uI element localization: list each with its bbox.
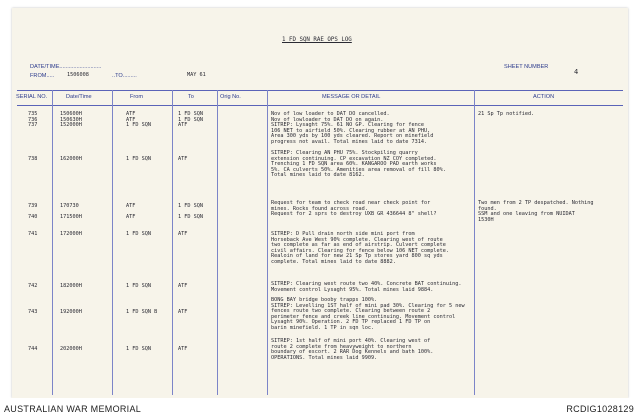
detail-cell: Request for team to check road near check point for mines. Rocks found across road. Request for 2 sprs to destroy UXB GR 436644 8" shell?	[271, 200, 437, 217]
header-top-rule	[17, 90, 623, 91]
detail-cell: SITREP: Clearing west route two 40%. Concrete BAT continuing. Movement control Lysaght 95%. Total mines laid 9884.	[271, 281, 462, 293]
archive-footer	[0, 398, 640, 420]
from-cell: 1 FD SQN	[126, 283, 151, 289]
date-time-label: DATE/TIME...........................	[30, 64, 102, 70]
to-cell: ATF	[178, 283, 188, 289]
from-cell: 1 FD SQN B	[126, 309, 158, 315]
datetime-cell: 162000H	[60, 156, 82, 162]
col-header-from: From	[130, 94, 144, 100]
log-sheet	[12, 8, 628, 398]
sheet-number: 4	[574, 68, 579, 76]
datetime-cell: 170730 171500H	[60, 203, 82, 220]
col-divider	[474, 90, 475, 395]
serial-cell: 743	[28, 309, 38, 315]
col-divider	[267, 90, 268, 395]
archive-reference: RCDIG1028129	[566, 404, 634, 414]
col-header-message: MESSAGE OR DETAIL	[322, 94, 381, 100]
col-header-orig-no: Orig No.	[220, 94, 241, 100]
header-bottom-rule	[17, 105, 623, 106]
serial-cell: 735 736 737	[28, 111, 38, 128]
col-header-serial: SERIAL NO.	[16, 94, 48, 100]
to-label: ..TO.........	[112, 73, 137, 79]
detail-cell: SITREP: 1st half of mini port 40%. Clearing west of route 2 complete from heavyweight to northern boundary of escort. 2 RAR Dog Kennels and bath 100%. OPERATIONS. Total mines laid 9909.	[271, 338, 434, 361]
col-divider	[112, 90, 113, 395]
from-cell: 1 FD SQN	[126, 231, 151, 237]
detail-cell: BONG BAY bridge booby trapps 100%. SITREP: Levelling 1ST half of mini pad 30%. Clearing for 5 new fences route two complete. Clearing between route 2 perimeter fence and creek line continuing. Movement control Lysaght 90%. Operation. 2 FD TP replaced 1 FD TP on barin minefield. 1 TP in sqn loc.	[271, 297, 465, 331]
from-label: FROM.....	[30, 73, 55, 79]
from-cell: ATF ATF 1 FD SQN	[126, 111, 151, 128]
to-cell: 1 FD SQN 1 FD SQN	[178, 203, 203, 220]
detail-cell: SITREP: D Pull drain north side mini port from Horseback Ave West 90% complete. Clearing west of route two complete as far as end of airstrip. Culvert complete civil affairs. Clearing for fence below 106 NET complete. Realoin of land for new 21 Sp Tp stores yard 800 sq yds complete. Total mines laid to date 8882.	[271, 231, 450, 265]
col-divider	[52, 90, 53, 395]
action-cell: 21 Sp Tp notified.	[478, 111, 535, 117]
col-header-action: ACTION	[533, 94, 555, 100]
serial-cell: 741	[28, 231, 38, 237]
datetime-cell: 182000H	[60, 283, 82, 289]
detail-cell: Nov of low loader to DAT DO cancelled. Nov of lowloader to DAT DO on again. SITREP: Lysaght 75%. 61 NO GP. Clearing for fence 106 NET to airfield 50%. Clearing rubber at AN PHU, Area 300 yds by 100 yds cleared. Report on minefield progress not avail. Total mines laid to date 7314.	[271, 111, 434, 145]
from-value: 1506008	[67, 72, 89, 78]
col-divider	[217, 90, 218, 395]
serial-cell: 738	[28, 156, 38, 162]
serial-cell: 739 740	[28, 203, 38, 220]
serial-cell: 742	[28, 283, 38, 289]
col-header-to: To	[188, 94, 194, 100]
from-cell: ATF ATF	[126, 203, 136, 220]
archive-credit: AUSTRALIAN WAR MEMORIAL	[4, 404, 142, 414]
detail-cell: SITREP: Clearing AN PHU 75%. Stockpiling quarry extension continuing. CP excavation NZ COY completed. Trenching 1 FD SQN area 60%. KANGAROO PAD earth works 5%. CA culverts 50%. Amenities area removal of fill 80%. Total mines laid to date 8162.	[271, 150, 446, 178]
log-title: 1 FD SQN RAE OPS LOG	[282, 37, 352, 43]
datetime-cell: 172000H	[60, 231, 82, 237]
to-cell: ATF	[178, 156, 188, 162]
to-cell: 1 FD SQN 1 FD SQN ATF	[178, 111, 203, 128]
datetime-cell: 202000H	[60, 346, 82, 352]
from-cell: 1 FD SQN	[126, 346, 151, 352]
datetime-cell: 192000H	[60, 309, 82, 315]
datetime-cell: 150600H 150630H 152000H	[60, 111, 82, 128]
to-cell: ATF	[178, 231, 188, 237]
from-cell: 1 FD SQN	[126, 156, 151, 162]
action-cell: Two men from 2 TP despatched. Nothing found. SSM and one leaving from NUIDAT 1530H	[478, 200, 594, 223]
serial-cell: 744	[28, 346, 38, 352]
col-header-datetime: Date/Time	[66, 94, 92, 100]
to-value: MAY 61	[187, 72, 206, 78]
to-cell: ATF	[178, 309, 188, 315]
col-divider	[172, 90, 173, 395]
to-cell: ATF	[178, 346, 188, 352]
sheet-number-label: SHEET NUMBER	[504, 64, 549, 70]
